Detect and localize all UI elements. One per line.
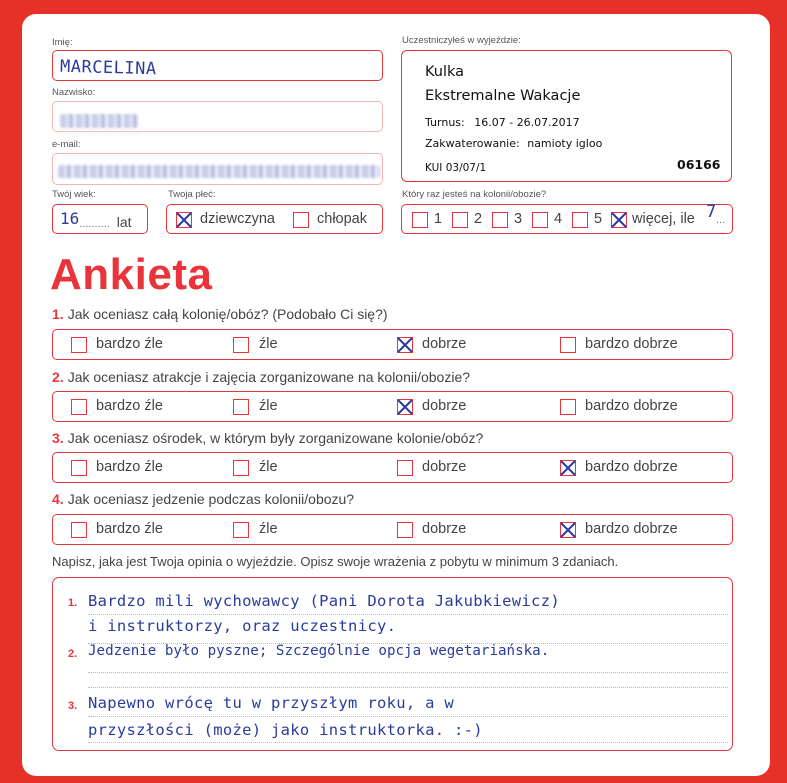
option-label: bardzo dobrze — [585, 398, 678, 414]
q1-bad-checkbox[interactable] — [233, 337, 249, 353]
opinion-number: 3. — [68, 700, 78, 712]
trip-accommodation-value: namioty igloo — [527, 137, 603, 150]
option-label: dobrze — [422, 521, 467, 537]
q2-good-checkbox[interactable] — [397, 399, 413, 415]
survey-title: Ankieta — [50, 250, 213, 299]
q4-very-good-checkbox[interactable] — [560, 522, 576, 538]
name-label: Imię: — [52, 37, 73, 48]
option-label: źle — [259, 336, 278, 352]
trip-camp-name: Ekstremalne Wakacje — [425, 88, 581, 104]
question-text: Jak oceniasz całą kolonię/obóz? (Podobało Ci się?) — [67, 306, 388, 322]
gender-female-label: dziewczyna — [200, 211, 275, 227]
ruled-line — [88, 614, 728, 615]
times-4-label: 4 — [554, 211, 563, 227]
trip-turnus-label: Turnus: — [425, 116, 465, 129]
q3-very-bad-checkbox[interactable] — [71, 460, 87, 476]
opinion-line: przyszłości (może) jako instruktorka. :-) — [88, 721, 483, 739]
times-3-checkbox[interactable] — [492, 212, 508, 228]
gender-male-checkbox[interactable] — [293, 212, 309, 228]
opinion-line: Jedzenie było pyszne; Szczególnie opcja wegetariańska. — [88, 643, 550, 659]
q2-bad-checkbox[interactable] — [233, 399, 249, 415]
question-number: 3. — [52, 430, 64, 446]
question-1 — [52, 306, 388, 322]
check-mark-icon — [610, 211, 628, 229]
q2-very-good-checkbox[interactable] — [560, 399, 576, 415]
email-label: e-mail: — [52, 139, 81, 150]
gender-male-label: chłopak — [317, 211, 367, 227]
opinion-number: 1. — [68, 597, 78, 609]
email-redacted — [58, 165, 380, 178]
gender-female-checkbox[interactable] — [176, 212, 192, 228]
gender-label: Twoja płeć: — [168, 189, 216, 200]
opinion-prompt: Napisz, jaka jest Twoja opinia o wyjeździe. Opisz swoje wrażenia z pobytu w minimum 3 zdaniach. — [52, 554, 619, 569]
question-text: Jak oceniasz jedzenie podczas kolonii/obozu? — [67, 491, 355, 507]
opinion-line: Napewno wrócę tu w przyszłym roku, a w — [88, 694, 455, 712]
times-5-checkbox[interactable] — [572, 212, 588, 228]
q2-very-bad-checkbox[interactable] — [71, 399, 87, 415]
question-number: 2. — [52, 369, 64, 385]
question-number: 4. — [52, 491, 64, 507]
option-label: bardzo dobrze — [585, 521, 678, 537]
q3-very-good-checkbox[interactable] — [560, 460, 576, 476]
q1-good-checkbox[interactable] — [397, 337, 413, 353]
opinion-number: 2. — [68, 648, 78, 660]
times-label: Który raz jesteś na kolonii/obozie? — [402, 189, 547, 200]
participant-label: Uczestniczyłeś w wyjeździe: — [402, 35, 521, 46]
times-more-value: 7 — [706, 202, 717, 222]
times-more-label: więcej, ile — [632, 211, 695, 227]
option-label: bardzo dobrze — [585, 336, 678, 352]
surname-redacted — [60, 114, 138, 128]
check-mark-icon — [175, 211, 193, 229]
opinion-line: Bardzo mili wychowawcy (Pani Dorota Jakubkiewicz) — [88, 592, 560, 610]
option-label: bardzo źle — [96, 521, 163, 537]
q1-very-good-checkbox[interactable] — [560, 337, 576, 353]
question-number: 1. — [52, 306, 64, 322]
opinion-line: i instruktorzy, oraz uczestnicy. — [88, 617, 397, 635]
check-mark-icon — [396, 336, 414, 354]
times-2-label: 2 — [474, 211, 483, 227]
surname-label: Nazwisko: — [52, 87, 96, 98]
question-text: Jak oceniasz ośrodek, w którym były zorganizowane kolonie/obóz? — [67, 430, 484, 446]
times-3-label: 3 — [514, 211, 523, 227]
times-2-checkbox[interactable] — [452, 212, 468, 228]
q4-bad-checkbox[interactable] — [233, 522, 249, 538]
check-mark-icon — [396, 398, 414, 416]
q4-very-bad-checkbox[interactable] — [71, 522, 87, 538]
option-label: bardzo dobrze — [585, 459, 678, 475]
trip-accommodation-label: Zakwaterowanie: — [425, 137, 520, 150]
ruled-line — [88, 687, 728, 688]
trip-code: KUI 03/07/1 — [425, 162, 487, 174]
question-2 — [52, 369, 470, 385]
check-mark-icon — [559, 459, 577, 477]
trip-organizer: Kulka — [425, 64, 465, 80]
times-more-checkbox[interactable] — [611, 212, 627, 228]
option-label: źle — [259, 398, 278, 414]
option-label: bardzo źle — [96, 459, 163, 475]
question-text: Jak oceniasz atrakcje i zajęcia zorganizowane na kolonii/obozie? — [67, 369, 471, 385]
ruled-line — [88, 672, 728, 673]
age-unit: lat — [116, 214, 132, 230]
trip-info-card — [401, 50, 732, 182]
age-label: Twój wiek: — [52, 189, 96, 200]
age-dots: .......... — [79, 218, 110, 230]
q4-good-checkbox[interactable] — [397, 522, 413, 538]
age-value: 16 — [60, 209, 80, 228]
option-label: dobrze — [422, 336, 467, 352]
q3-bad-checkbox[interactable] — [233, 460, 249, 476]
times-1-label: 1 — [434, 211, 443, 227]
option-label: bardzo źle — [96, 336, 163, 352]
option-label: źle — [259, 521, 278, 537]
times-1-checkbox[interactable] — [412, 212, 428, 228]
option-label: źle — [259, 459, 278, 475]
times-4-checkbox[interactable] — [532, 212, 548, 228]
check-mark-icon — [559, 521, 577, 539]
q3-good-checkbox[interactable] — [397, 460, 413, 476]
trip-turnus-value: 16.07 - 26.07.2017 — [474, 116, 580, 129]
question-4 — [52, 491, 354, 507]
option-label: dobrze — [422, 398, 467, 414]
option-label: dobrze — [422, 459, 467, 475]
times-dots: ... — [716, 214, 726, 226]
q1-very-bad-checkbox[interactable] — [71, 337, 87, 353]
question-3 — [52, 430, 483, 446]
name-value: MARCELINA — [59, 56, 157, 80]
trip-number: 06166 — [677, 157, 721, 172]
ruled-line — [88, 716, 728, 717]
ruled-line — [88, 742, 728, 743]
times-5-label: 5 — [594, 211, 603, 227]
option-label: bardzo źle — [96, 398, 163, 414]
